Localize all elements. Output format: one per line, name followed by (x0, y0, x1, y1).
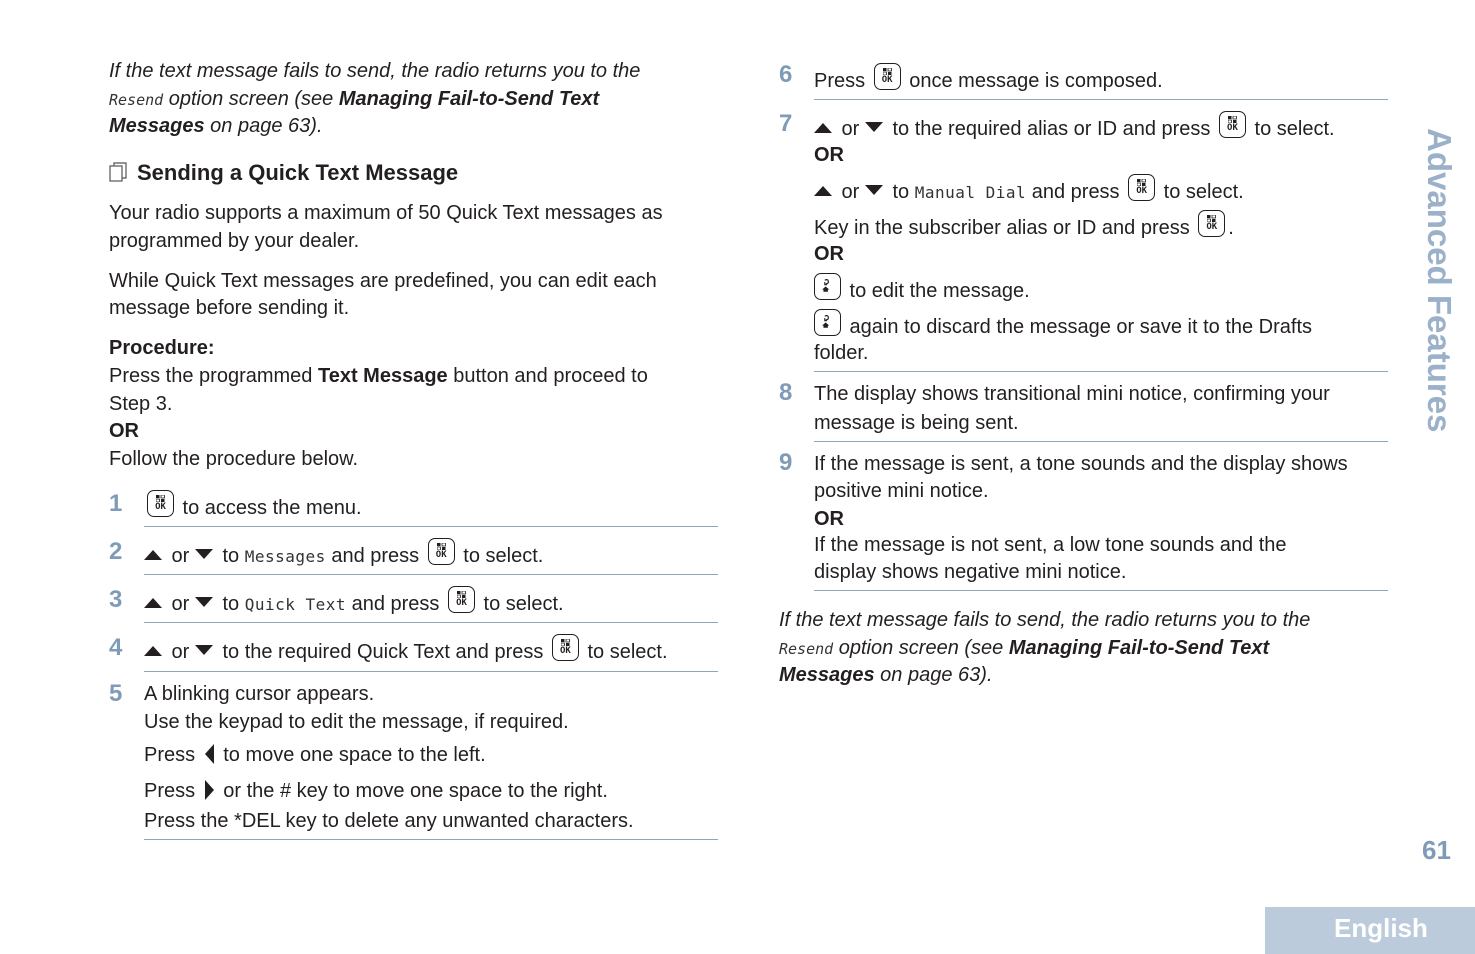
step-number: 2 (109, 538, 123, 565)
follow-line: Follow the procedure below. (109, 448, 359, 470)
step-divider (144, 574, 718, 575)
up-arrow-icon (144, 646, 162, 656)
step-7-line4: to edit the message. (814, 273, 1030, 306)
step-divider (144, 671, 718, 672)
step-6-text: Press OK once message is composed. (814, 63, 1163, 96)
step-9-line1: If the message is sent, a tone sounds and the display shows (814, 453, 1348, 475)
menu-ok-key-icon: OK (1219, 111, 1246, 138)
step-8-line1: The display shows transitional mini notice, confirming your (814, 383, 1330, 405)
step-5-line5: Press the *DEL key to delete any unwanted characters. (144, 810, 634, 832)
step-number: 3 (109, 586, 123, 613)
outro-line-3: Messages on page 63). (779, 664, 993, 686)
step-number: 1 (109, 490, 123, 517)
lcd-text-messages: Messages (244, 547, 326, 566)
step-divider (144, 839, 718, 840)
menu-ok-key-icon: OK (1198, 210, 1225, 237)
menu-ok-key-icon: OK (428, 538, 455, 565)
or-label: OR (109, 420, 139, 442)
back-home-key-icon (814, 309, 841, 336)
or-label: OR (814, 508, 844, 530)
step-5-line4: Press or the # key to move one space to the right. (144, 780, 608, 802)
step-9-line2: positive mini notice. (814, 480, 989, 502)
down-arrow-icon (865, 122, 883, 132)
step-number: 5 (109, 680, 123, 707)
down-arrow-icon (195, 645, 213, 655)
menu-ok-key-icon: OK (874, 63, 901, 90)
para2-line2: message before sending it. (109, 297, 350, 319)
menu-ok-key-icon: OK (448, 586, 475, 613)
menu-ok-key-icon: OK (552, 634, 579, 661)
left-arrow-icon (205, 744, 214, 764)
step-divider (814, 371, 1388, 372)
step-5-line1: A blinking cursor appears. (144, 683, 375, 705)
right-arrow-icon (205, 780, 214, 800)
down-arrow-icon (195, 549, 213, 559)
feature-page-icon (109, 162, 127, 182)
step-3-text: or to Quick Text and press OK to select. (144, 586, 564, 619)
lcd-text-quick-text: Quick Text (244, 595, 347, 614)
step-7-line6: folder. (814, 342, 869, 364)
procedure-line1: Press the programmed Text Message button and proceed to (109, 365, 648, 387)
step-7-line3: Key in the subscriber alias or ID and press OK . (814, 210, 1234, 243)
intro-line-2: Resend option screen (see Managing Fail-to-Send Text (109, 88, 600, 110)
step-divider (814, 99, 1388, 100)
para1-line1: Your radio supports a maximum of 50 Quick Text messages as (109, 202, 663, 224)
step-divider (814, 441, 1388, 442)
procedure-line2: Step 3. (109, 393, 173, 415)
procedure-label: Procedure: (109, 337, 215, 359)
step-7-line1: or to the required alias or ID and press OK to select. (814, 111, 1335, 144)
cross-reference-link-cont[interactable]: Messages (779, 664, 875, 686)
up-arrow-icon (814, 186, 832, 196)
lcd-text-resend: Resend (779, 640, 834, 658)
para1-line2: programmed by your dealer. (109, 230, 360, 252)
up-arrow-icon (814, 123, 832, 133)
section-side-tab: Advanced Features (1421, 128, 1458, 433)
intro-line-1: If the text message fails to send, the radio returns you to the (109, 60, 641, 82)
cross-reference-link-cont[interactable]: Messages (109, 115, 205, 137)
up-arrow-icon (144, 550, 162, 560)
para2-line1: While Quick Text messages are predefined, you can edit each (109, 270, 657, 292)
language-tab: English (1265, 907, 1475, 954)
menu-ok-key-icon: OK (1128, 174, 1155, 201)
step-number: 4 (109, 634, 123, 661)
up-arrow-icon (144, 598, 162, 608)
step-divider (814, 590, 1388, 591)
step-4-text: or to the required Quick Text and press OK to select. (144, 634, 668, 667)
step-number: 7 (779, 110, 793, 137)
step-5-line2: Use the keypad to edit the message, if required. (144, 711, 569, 733)
step-number: 6 (779, 61, 793, 88)
page-number: 61 (1422, 835, 1451, 865)
step-divider (144, 622, 718, 623)
lcd-text-resend: Resend (109, 91, 164, 109)
or-label: OR (814, 144, 844, 166)
down-arrow-icon (195, 597, 213, 607)
step-9-line3: If the message is not sent, a low tone sounds and the (814, 534, 1287, 556)
step-divider (144, 526, 718, 527)
intro-line-3: Messages on page 63). (109, 115, 323, 137)
outro-line-2: Resend option screen (see Managing Fail-to-Send Text (779, 637, 1270, 659)
or-label: OR (814, 243, 844, 265)
step-8-line2: message is being sent. (814, 412, 1019, 434)
step-number: 9 (779, 449, 793, 476)
step-7-line2: or to Manual Dial and press OK to select. (814, 174, 1244, 207)
menu-ok-key-icon: OK (147, 490, 174, 517)
step-7-line5: again to discard the message or save it to the Drafts (814, 309, 1312, 342)
lcd-text-manual-dial: Manual Dial (914, 183, 1027, 202)
step-9-line4: display shows negative mini notice. (814, 561, 1127, 583)
outro-line-1: If the text message fails to send, the radio returns you to the (779, 609, 1311, 631)
cross-reference-link[interactable]: Managing Fail-to-Send Text (338, 88, 600, 110)
section-heading: Sending a Quick Text Message (109, 160, 458, 186)
down-arrow-icon (865, 185, 883, 195)
step-2-text: or to Messages and press OK to select. (144, 538, 543, 571)
cross-reference-link[interactable]: Managing Fail-to-Send Text (1008, 637, 1270, 659)
step-number: 8 (779, 379, 793, 406)
step-1-text: OK to access the menu. (144, 490, 362, 523)
step-5-line3: Press to move one space to the left. (144, 744, 486, 766)
back-home-key-icon (814, 273, 841, 300)
